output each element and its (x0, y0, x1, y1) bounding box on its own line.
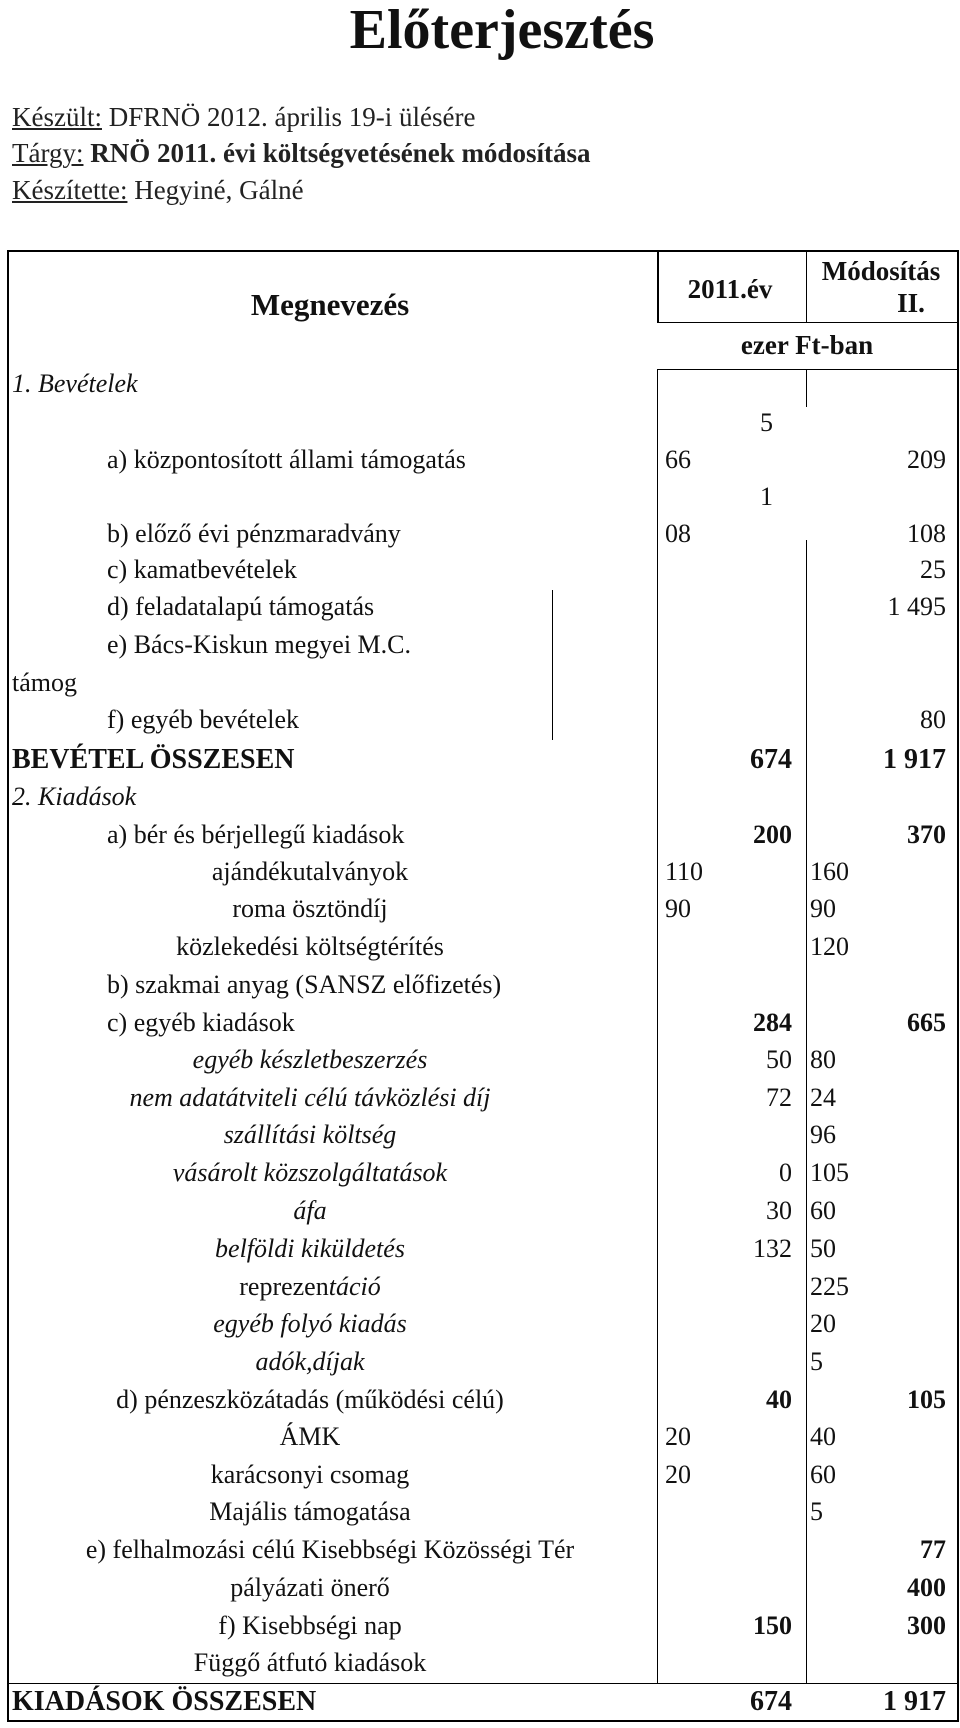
expense-row-label: adók,díjak (255, 1347, 365, 1376)
expense-row-label-italic: táció (328, 1272, 381, 1301)
expense-row-mod: 105 (907, 1385, 946, 1414)
income-b-2011: 08 (665, 519, 691, 548)
col-header-mod-line1: Módosítás (821, 256, 941, 286)
expense-row-label (60, 1272, 560, 1302)
expense-row-mod: 60 (810, 1460, 836, 1489)
income-c-label: c) kamatbevételek (107, 555, 297, 584)
author-label: Készítette: (12, 175, 128, 205)
income-total-2011: 674 (750, 744, 792, 775)
expense-row-mod: 96 (810, 1120, 836, 1149)
income-a-fragment: 5 (760, 408, 773, 437)
prepared-label: Készült: (12, 102, 102, 132)
expense-row-mod: 90 (810, 894, 836, 923)
income-f-mod: 80 (920, 705, 946, 734)
expense-row-2011: 20 (665, 1422, 691, 1451)
income-f-label: f) egyéb bevételek (107, 705, 300, 734)
col-header-name: Megnevezés (250, 287, 410, 322)
income-a-mod: 209 (907, 445, 946, 474)
expense-row-mod: 225 (810, 1272, 849, 1301)
income-e-label-cont: támog (12, 668, 77, 697)
subject-label: Tárgy: (12, 138, 84, 168)
income-d-label: d) feladatalapú támogatás (107, 592, 375, 621)
expense-row-mod: 105 (810, 1158, 849, 1187)
expense-row-label: f) Kisebbségi nap (218, 1611, 402, 1640)
income-c-mod: 25 (920, 555, 946, 584)
expense-row-mod: 665 (907, 1008, 946, 1037)
expense-row-label: e) felhalmozási célú Kisebbségi Közösségi Tér (85, 1535, 575, 1564)
expense-row-mod: 60 (810, 1196, 836, 1225)
expense-row-label: pályázati önerő (230, 1573, 390, 1602)
expense-total-mod: 1 917 (883, 1686, 946, 1717)
unit-label: ezer Ft-ban (740, 330, 874, 360)
expense-row-2011: 50 (766, 1045, 792, 1074)
expense-row-label: ÁMK (279, 1422, 341, 1451)
expense-row-label: roma ösztöndíj (232, 894, 388, 923)
col-header-2011: 2011.év (687, 274, 773, 304)
expense-row-mod: 24 (810, 1083, 836, 1112)
expense-row-label: egyéb folyó kiadás (213, 1309, 407, 1338)
expense-row-2011: 20 (665, 1460, 691, 1489)
col-header-mod-line2: II. (897, 288, 925, 318)
income-section-title: 1. Bevételek (12, 369, 138, 398)
expense-row-mod: 370 (907, 820, 946, 849)
income-total-mod: 1 917 (883, 744, 946, 775)
expense-row-2011: 40 (766, 1385, 792, 1414)
expense-row-mod: 77 (920, 1535, 946, 1564)
expense-row-2011: 132 (753, 1234, 792, 1263)
expense-row-label: szállítási költség (223, 1120, 397, 1149)
income-b-label: b) előző évi pénzmaradvány (107, 519, 401, 548)
expense-row-mod: 5 (810, 1347, 823, 1376)
expense-row-label: c) egyéb kiadások (107, 1008, 295, 1037)
expense-row-mod: 300 (907, 1611, 946, 1640)
expense-row-2011: 284 (753, 1008, 792, 1037)
expense-row-2011: 200 (753, 820, 792, 849)
expense-row-label: Függő átfutó kiadások (193, 1648, 427, 1677)
expense-row-2011: 72 (766, 1083, 792, 1112)
expense-row-mod: 20 (810, 1309, 836, 1338)
income-d-mod: 1 495 (887, 592, 946, 621)
expense-section-title: 2. Kiadások (12, 782, 137, 811)
expense-row-label: Majális támogatása (209, 1497, 411, 1526)
subject-line (12, 137, 590, 169)
income-total-label: BEVÉTEL ÖSSZESEN (12, 744, 295, 775)
income-a-label: a) központosított állami támogatás (107, 445, 466, 474)
expense-row-label: áfa (293, 1196, 327, 1225)
expense-row-label: vásárolt közszolgáltatások (172, 1158, 448, 1187)
subject-value: RNÖ 2011. évi költségvetésének módosítása (83, 138, 591, 168)
expense-row-label: ajándékutalványok (211, 857, 409, 886)
expense-row-2011: 0 (779, 1158, 792, 1187)
expense-row-2011: 30 (766, 1196, 792, 1225)
prepared-line (12, 101, 475, 133)
expense-total-label: KIADÁSOK ÖSSZESEN (12, 1686, 317, 1717)
expense-row-2011: 90 (665, 894, 691, 923)
expense-row-label: belföldi kiküldetés (215, 1234, 405, 1263)
expense-row-mod: 400 (907, 1573, 946, 1602)
document-title: Előterjesztés (349, 0, 655, 61)
expense-row-label: karácsonyi csomag (210, 1460, 410, 1489)
author-value: Hegyiné, Gálné (127, 175, 304, 205)
expense-row-mod: 40 (810, 1422, 836, 1451)
income-e-label: e) Bács-Kiskun megyei M.C. (107, 630, 412, 659)
expense-row-mod: 160 (810, 857, 849, 886)
expense-row-label-normal: reprezen (239, 1272, 329, 1301)
expense-row-2011: 150 (753, 1611, 792, 1640)
expense-row-label: egyéb készletbeszerzés (192, 1045, 428, 1074)
expense-row-label: közlekedési költségtérítés (176, 932, 444, 961)
income-b-fragment: 1 (760, 482, 773, 511)
expense-row-label: nem adatátviteli célú távközlési díj (129, 1083, 491, 1112)
expense-row-mod: 80 (810, 1045, 836, 1074)
expense-row-mod: 120 (810, 932, 849, 961)
income-a-2011: 66 (665, 445, 691, 474)
income-b-mod: 108 (907, 519, 946, 548)
expense-row-mod: 50 (810, 1234, 836, 1263)
expense-total-2011: 674 (750, 1686, 792, 1717)
author-line (12, 174, 304, 206)
expense-row-2011: 110 (665, 857, 704, 886)
expense-row-label: b) szakmai anyag (SANSZ előfizetés) (107, 970, 502, 999)
expense-row-mod: 5 (810, 1497, 823, 1526)
expense-row-label: d) pénzeszközátadás (működési célú) (116, 1385, 504, 1414)
expense-row-label: a) bér és bérjellegű kiadások (107, 820, 405, 849)
prepared-value: DFRNÖ 2012. április 19-i ülésére (101, 102, 476, 132)
